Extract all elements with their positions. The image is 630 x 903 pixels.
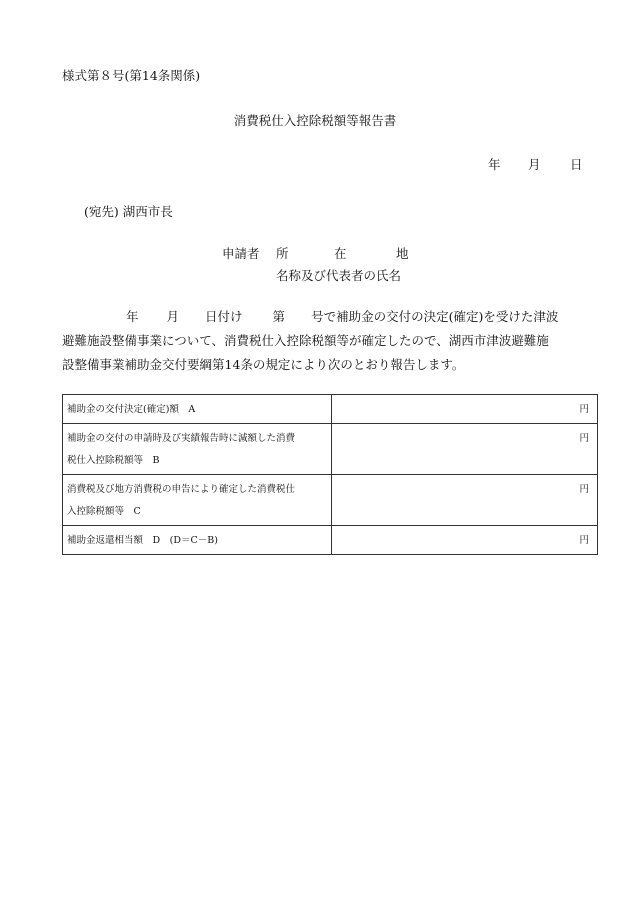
yen-unit: 円 — [579, 404, 589, 415]
row-label: 消費税及び地方消費税の申告により確定した消費税仕 入控除税額等 C — [63, 475, 332, 526]
table-row — [63, 526, 598, 555]
row-label: 補助金の交付決定(確定)額 A — [63, 395, 332, 424]
date-day-label: 日 — [570, 157, 583, 172]
date-year-label: 年 — [488, 157, 501, 172]
address-label — [276, 244, 409, 262]
yen-unit: 円 — [579, 535, 589, 546]
address-char: 地 — [396, 246, 409, 261]
row-label: 補助金の交付の申請時及び実績報告時に減額した消費 税仕入控除税額等 B — [63, 424, 332, 475]
form-number: 様式第８号(第14条関係) — [62, 68, 201, 83]
body-line: 設整備事業補助金交付要綱第14条の規定により次のとおり報告します。 — [62, 357, 465, 372]
table-row — [63, 395, 598, 424]
table-row — [63, 424, 598, 475]
addressee: (宛先) 湖西市長 — [84, 204, 173, 219]
yen-unit: 円 — [579, 433, 589, 444]
body-line: 避難施設整備事業について、消費税仕入控除税額等が確定したので、湖西市津波避難施 — [62, 333, 549, 348]
yen-unit: 円 — [579, 484, 589, 495]
name-label: 名称及び代表者の氏名 — [276, 268, 402, 283]
applicant-label: 申請者 — [222, 246, 260, 261]
address-char: 所 — [276, 246, 289, 261]
amount-cell — [332, 526, 598, 555]
amount-cell — [332, 424, 598, 475]
date-line — [488, 155, 583, 173]
body-date-suffix: 日付け — [205, 309, 243, 324]
body-line — [62, 305, 602, 329]
body-year: 年 — [126, 309, 139, 324]
row-label: 補助金返還相当額 D (D＝C－B) — [63, 526, 332, 555]
body-month: 月 — [166, 309, 180, 324]
document-title: 消費税仕入控除税額等報告書 — [233, 113, 397, 128]
table-row — [63, 475, 598, 526]
body-line1-rest: 号で補助金の交付の決定(確定)を受けた津波 — [311, 309, 559, 324]
body-paragraph — [62, 305, 602, 377]
report-table — [62, 394, 598, 555]
date-month-label: 月 — [528, 157, 541, 172]
body-number-prefix: 第 — [272, 309, 286, 324]
address-char: 在 — [334, 246, 347, 261]
amount-cell — [332, 395, 598, 424]
amount-cell — [332, 475, 598, 526]
